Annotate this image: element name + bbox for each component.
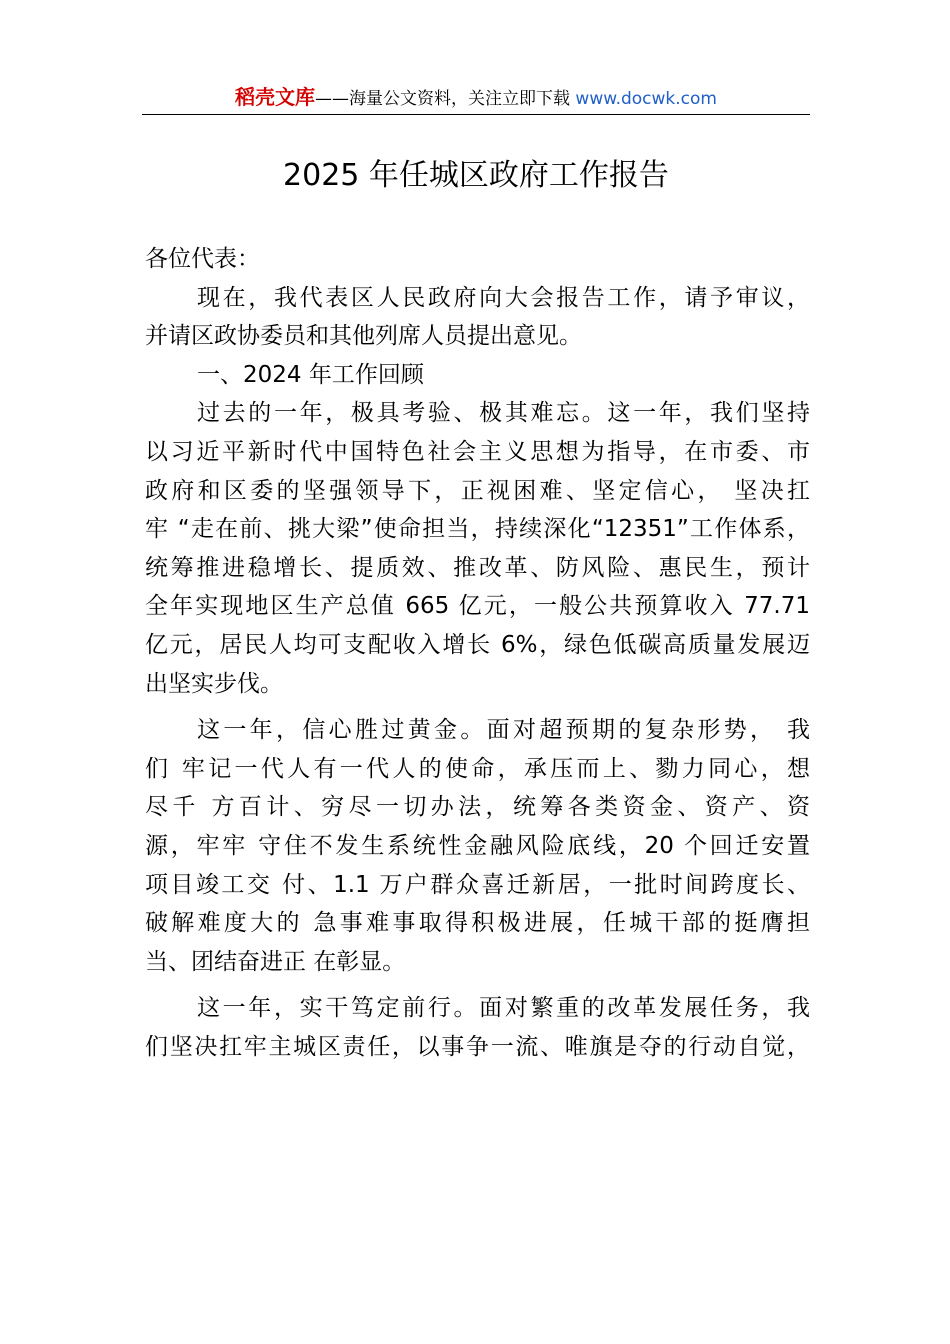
- text-line: 尽千 方百计、穷尽一切办法，统筹各类资金、资产、资: [145, 794, 810, 821]
- brand-name: 稻壳文库: [235, 85, 316, 109]
- header-slogan: ——海量公文资料，关注立即下载: [315, 89, 571, 109]
- intro-paragraph: [145, 279, 810, 356]
- paragraph-review: [145, 394, 810, 703]
- section-heading: 一、2024 年工作回顾: [197, 361, 424, 388]
- text-line: 们 牢记一代人有一代人的使命，承压而上、勠力同心，想: [145, 755, 810, 782]
- text-line: 源，牢牢 守住不发生系统性金融风险底线，20 个回迁安置: [145, 832, 810, 859]
- page-header: [142, 80, 810, 115]
- paragraph-action: [145, 989, 810, 1066]
- text-line: 们坚决扛牢主城区责任，以事争一流、唯旗是夺的行动自觉，: [145, 1033, 810, 1060]
- paragraph-spacer: [145, 703, 810, 711]
- text-line: 过去的一年，极具考验、极其难忘。这一年，我们坚持: [197, 400, 810, 427]
- salutation: 各位代表：: [145, 246, 260, 272]
- text-line: 破解难度大的 急事难事取得积极进展，任城干部的挺膺担: [145, 910, 810, 937]
- document-body: [145, 240, 810, 1066]
- text-line: 牢 “走在前、挑大梁”使命担当，持续深化“12351”工作体系，: [145, 516, 810, 543]
- text-line: 全年实现地区生产总值 665 亿元，一般公共预算收入 77.71: [145, 593, 810, 620]
- text-line: 出坚实步伐。: [145, 670, 283, 697]
- text-line: 以习近平新时代中国特色社会主义思想为指导，在市委、市: [145, 438, 810, 465]
- paragraph-confidence: [145, 711, 810, 981]
- text-line: 政府和区委的坚强领导下，正视困难、坚定信心， 坚决扛: [145, 477, 810, 504]
- paragraph-spacer: [145, 981, 810, 989]
- document-title: 2025 年任城区政府工作报告: [283, 158, 669, 193]
- site-link[interactable]: www.docwk.com: [575, 89, 717, 109]
- text-line: 并请区政协委员和其他列席人员提出意见。: [145, 323, 582, 350]
- text-line: 亿元，居民人均可支配收入增长 6%，绿色低碳高质量发展迈: [145, 631, 810, 658]
- text-line: 统筹推进稳增长、提质效、推改革、防风险、惠民生，预计: [145, 554, 810, 581]
- text-line: 这一年，信心胜过黄金。面对超预期的复杂形势， 我: [197, 717, 810, 744]
- text-line: 现在，我代表区人民政府向大会报告工作，请予审议，: [197, 284, 810, 311]
- text-line: 当、团结奋进正 在彰显。: [145, 948, 406, 975]
- text-line: 项目竣工交 付、1.1 万户群众喜迁新居，一批时间跨度长、: [145, 871, 810, 898]
- text-line: 这一年，实干笃定前行。面对繁重的改革发展任务，我: [197, 995, 810, 1022]
